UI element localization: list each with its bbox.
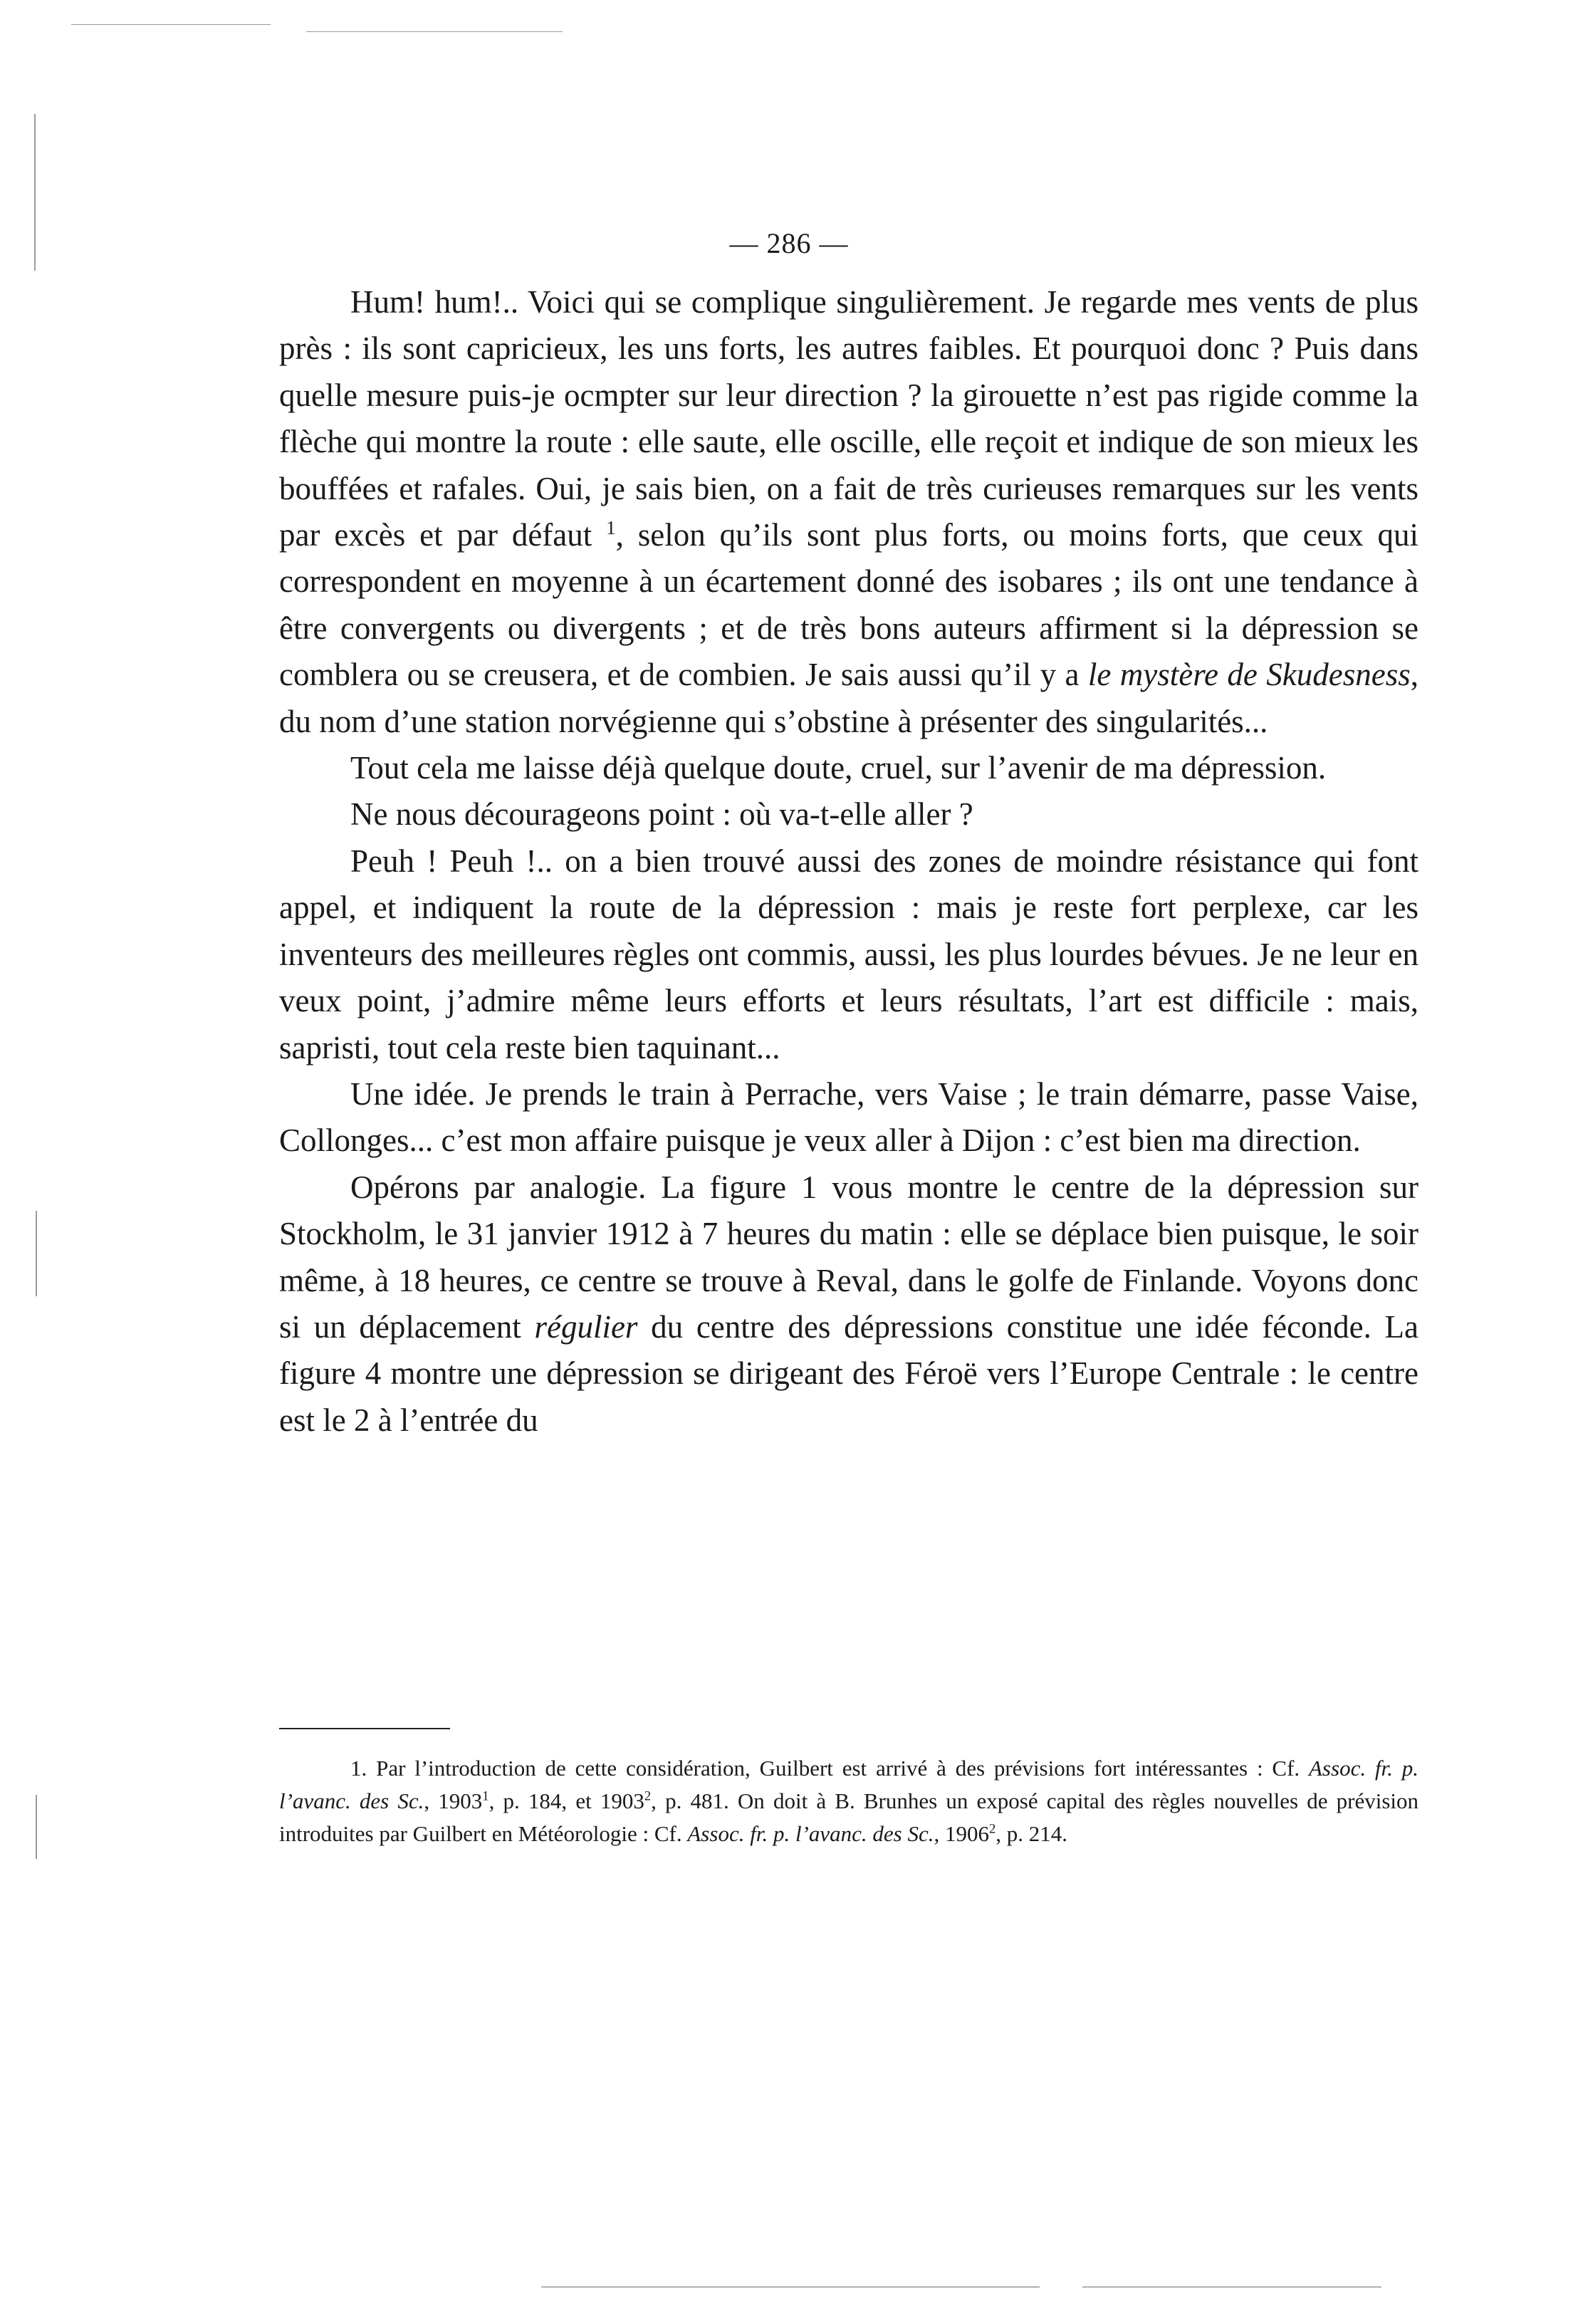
scan-edge-mark — [36, 1211, 37, 1296]
italic-text: Assoc. fr. p. l’avanc. des Sc. — [279, 1756, 1418, 1813]
paragraph — [279, 279, 1418, 745]
text-span: , 1906 — [934, 1821, 989, 1846]
scan-top-line — [71, 24, 271, 25]
footnote-ref: 1 — [606, 517, 616, 539]
text-span: du centre des dépressions constitue une idée féconde. La figure 4 montre une dépression se dirigeant des Féroë vers l’Europe Centrale : le centre est le 2 à l’entrée du — [279, 1308, 1418, 1438]
page-number: — 286 — — [729, 227, 849, 259]
text-span: , p. 214. — [996, 1821, 1068, 1846]
text-span: 1. Par l’introduction de cette considération, Guilbert est arrivé à des prévisions fort intéressantes : Cf. — [350, 1756, 1309, 1781]
italic-text: Assoc. fr. p. l’avanc. des Sc. — [687, 1821, 934, 1846]
paragraph: Ne nous décourageons point : où va-t-elle aller ? — [350, 796, 973, 833]
paragraph: Peuh ! Peuh !.. on a bien trouvé aussi des zones de moindre résistance qui font appel, et indiquent la route de la dépression : mais je reste fort perplexe, car les inventeurs des meilleures règles ont commis, aussi, les plus lourdes bévues. Je ne leur en veux point, j’admire même leurs efforts et leurs résultats, l’art est difficile : mais, sapristi, tout cela reste bien taquinant... — [279, 843, 1418, 1065]
footnote — [279, 1752, 1418, 1850]
body-text — [279, 279, 1418, 1444]
text-span: , p. 184, et 1903 — [488, 1788, 644, 1813]
paragraph — [279, 1164, 1418, 1444]
italic-text: régulier — [534, 1308, 638, 1345]
text-span: , selon qu’ils sont plus forts, ou moins forts, que ceux qui correspondent en moyenne à un écartement donné des isobares ; ils ont une tendance à être convergents ou divergents ; et de très bons auteurs affirment si la dépression se comblera ou se creusera, et de combien. Je sais aussi qu’il y a — [279, 517, 1418, 693]
text-span: , 1903 — [424, 1788, 483, 1813]
superscript: 2 — [644, 1788, 652, 1804]
superscript: 1 — [482, 1788, 489, 1804]
scan-edge-mark — [36, 1795, 37, 1859]
scan-bottom-line — [541, 2286, 1040, 2288]
footnote-divider — [279, 1728, 450, 1729]
text-span: , p. 481. On doit à B. Brunhes un exposé capital des règles nouvelles de prévision introduites par Guilbert en Météorologie : Cf. — [279, 1788, 1418, 1846]
italic-text: le mystère de Skudesness — [1087, 657, 1411, 693]
text-span: Hum! hum!.. Voici qui se complique singulièrement. Je regarde mes vents de plus près : ils sont capricieux, les uns forts, les autres faibles. Et pourquoi donc ? Puis dans quelle mesure puis-je ocmpter sur leur direction ? la girouette n’est pas rigide comme la flèche qui montre la route : elle saute, elle oscille, elle reçoit et indique de son mieux les bouffées et rafales. Oui, je sais bien, on a fait de très curieuses remarques sur les vents par excès et par défaut — [279, 284, 1418, 553]
superscript: 2 — [988, 1821, 996, 1837]
text-span: Opérons par analogie. La figure 1 vous montre le centre de la dépression sur Stockholm, le 31 janvier 1912 à 7 heures du matin : elle se déplace bien puisque, le soir même, à 18 heures, ce centre se trouve à Reval, dans le golfe de Finlande. Voyons donc si un déplacement — [279, 1169, 1418, 1345]
paragraph: Tout cela me laisse déjà quelque doute, cruel, sur l’avenir de ma dépression. — [350, 750, 1327, 786]
paragraph: Une idée. Je prends le train à Perrache, vers Vaise ; le train démarre, passe Vaise, Collonges... c’est mon affaire puisque je veux aller à Dijon : c’est bien ma direction. — [279, 1075, 1418, 1159]
scan-bottom-line — [1082, 2286, 1381, 2288]
scan-top-line — [306, 31, 563, 32]
text-span: , du nom d’une station norvégienne qui s’obstine à présenter des singularités... — [279, 657, 1418, 739]
